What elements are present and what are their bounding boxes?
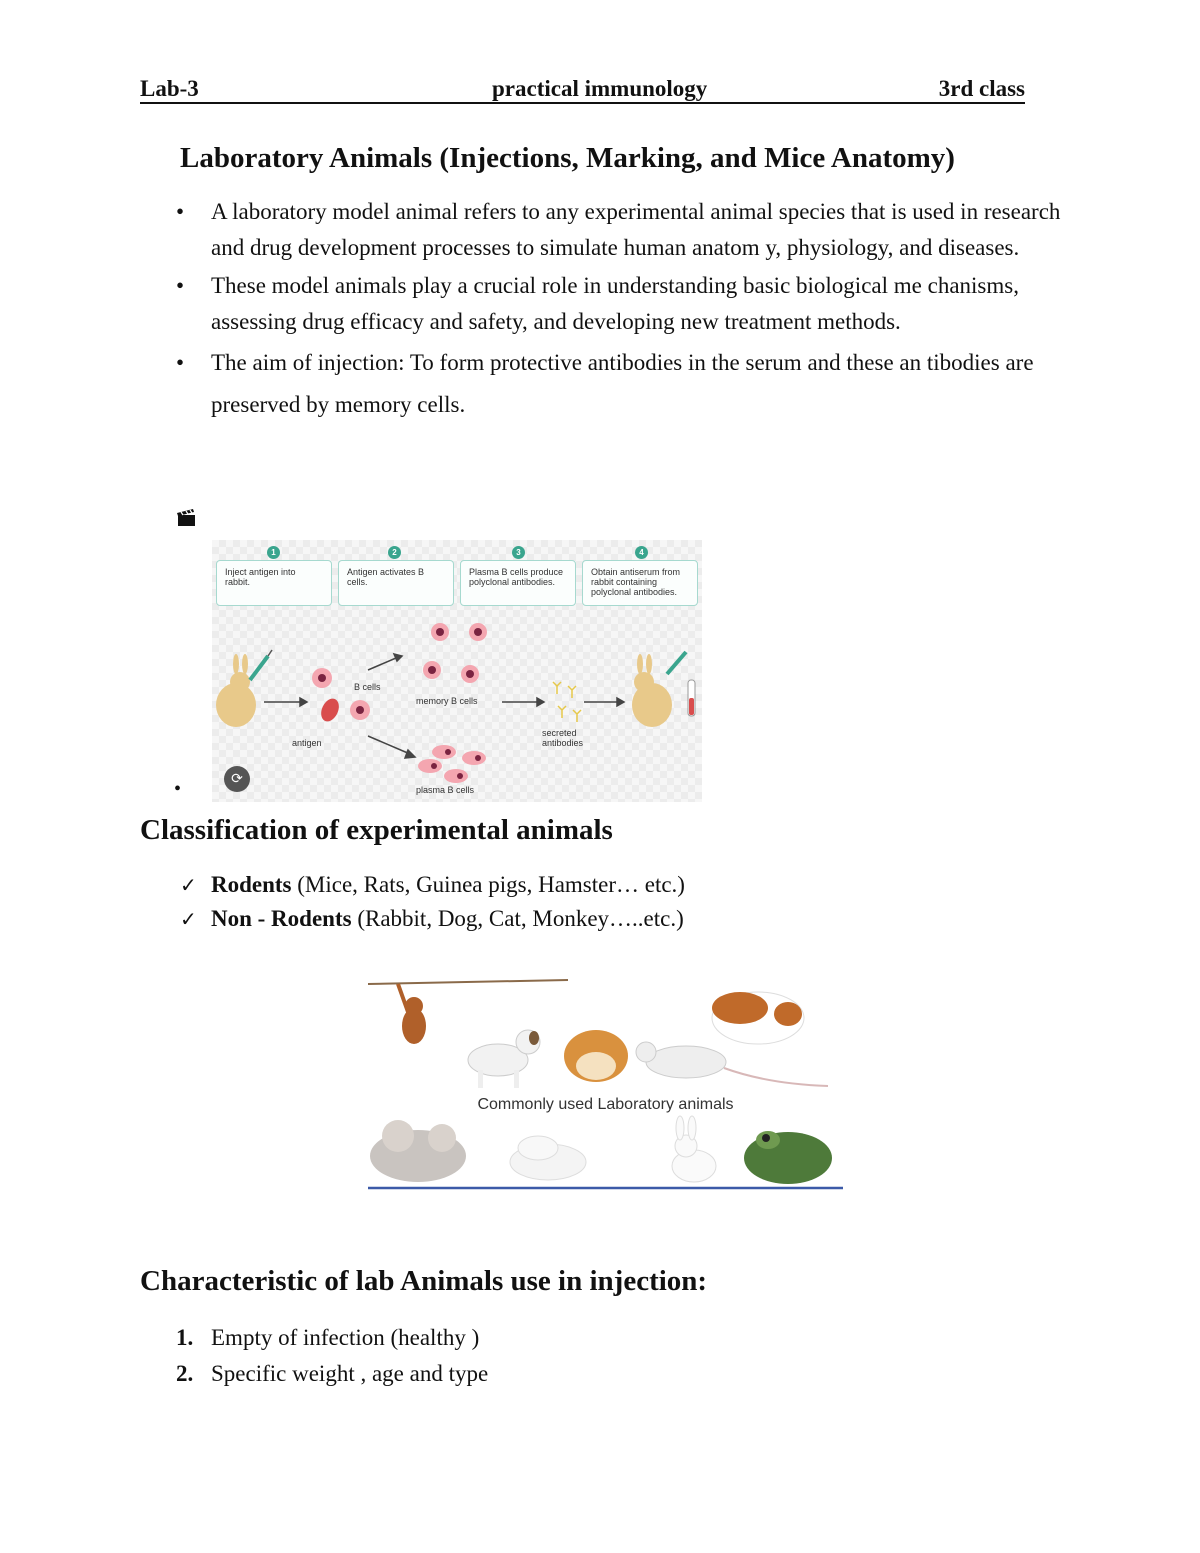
- list-item: [140, 902, 685, 936]
- syringe-icon: [250, 650, 272, 680]
- bullet-icon: •: [176, 273, 185, 298]
- animals-caption: Commonly used Laboratory animals: [477, 1096, 734, 1113]
- step-number: 2: [388, 546, 401, 559]
- diagram-illustration: [212, 540, 702, 802]
- category-name: Non - Rodents: [211, 906, 352, 931]
- bullet-icon: •: [176, 350, 185, 375]
- step-box: Inject antigen into rabbit.: [216, 560, 332, 606]
- frog-icon: [744, 1131, 832, 1184]
- list-item: [140, 1356, 488, 1392]
- label-b-cells: B cells: [354, 682, 381, 692]
- item-number: 1.: [176, 1325, 194, 1350]
- step-box: Obtain antiserum from rabbit containing polyclonal antibodies.: [582, 560, 698, 606]
- bullet-icon: •: [176, 199, 185, 224]
- intro-bullet-list: [140, 194, 1070, 428]
- rabbit-icon: [672, 1116, 716, 1182]
- label-plasma-b-cells: plasma B cells: [416, 785, 475, 795]
- label-memory-b-cells: memory B cells: [416, 696, 478, 706]
- step-box: Plasma B cells produce polyclonal antibodies.: [460, 560, 576, 606]
- rat-icon: [636, 1042, 828, 1086]
- animals-illustration: [368, 978, 843, 1191]
- memory-b-cell-icons: [423, 623, 487, 683]
- rabbit-icon: [632, 654, 672, 727]
- step-number: 1: [267, 546, 280, 559]
- classification-heading: Classification of experimental animals: [140, 814, 613, 846]
- header-class-level: 3rd class: [938, 76, 1025, 101]
- lens-search-icon[interactable]: ⟳: [224, 766, 250, 792]
- classification-list: [140, 868, 685, 936]
- step-number: 4: [635, 546, 648, 559]
- category-examples: (Rabbit, Dog, Cat, Monkey…..etc.): [351, 906, 684, 931]
- category-examples: (Mice, Rats, Guinea pigs, Hamster… etc.): [291, 872, 685, 897]
- label-secreted-antibodies: secreted antibodies: [542, 728, 584, 748]
- polyclonal-antibody-diagram: [212, 540, 702, 802]
- guinea-pig-icon: [712, 992, 804, 1044]
- test-tube-icon: [688, 680, 695, 716]
- header-lab-number: Lab-3: [140, 76, 199, 101]
- characteristics-heading: Characteristic of lab Animals use in injection:: [140, 1265, 708, 1297]
- step-number: 3: [512, 546, 525, 559]
- document-title: Laboratory Animals (Injections, Marking, and Mice Anatomy): [180, 142, 955, 174]
- item-text: Specific weight , age and type: [211, 1361, 489, 1386]
- rabbit-icon: [216, 654, 256, 727]
- lab-animals-image: [368, 978, 843, 1191]
- list-item: [140, 868, 685, 902]
- bullet-text: The aim of injection: To form protective antibodies in the serum and these an tibodies are preserved by memory cells.: [211, 350, 1034, 417]
- plasma-b-cell-icons: [418, 745, 486, 783]
- label-antigen: antigen: [292, 738, 322, 748]
- bullet-icon: •: [174, 778, 182, 800]
- bullet-text: A laboratory model animal refers to any experimental animal species that is used in research and drug development processes to simulate human anatom y, physiology, and diseases.: [211, 199, 1061, 260]
- antibody-icons: [553, 682, 581, 722]
- step-box: Antigen activates B cells.: [338, 560, 454, 606]
- b-cell-icons: [312, 668, 370, 724]
- syringe-icon: [667, 652, 686, 674]
- bullet-text: These model animals play a crucial role in understanding basic biological me chanisms, assessing drug efficacy and safety, and developing new treatment methods.: [211, 273, 1019, 334]
- item-text: Empty of infection (healthy ): [211, 1325, 480, 1350]
- mice-group-icon: [510, 1136, 586, 1180]
- list-item: [140, 342, 1070, 426]
- list-item: [140, 1320, 488, 1356]
- header-course-title: practical immunology: [492, 76, 708, 101]
- category-name: Rodents: [211, 872, 292, 897]
- characteristics-list: [140, 1320, 488, 1392]
- clapperboard-icon: [176, 507, 198, 527]
- hamster-icon: [564, 1030, 628, 1082]
- item-number: 2.: [176, 1361, 194, 1386]
- dog-icon: [468, 1030, 540, 1088]
- rats-group-icon: [370, 1120, 466, 1182]
- list-item: [140, 194, 1070, 266]
- monkey-icon: [398, 984, 426, 1044]
- list-item: [140, 268, 1070, 340]
- checkmark-icon: ✓: [180, 873, 197, 897]
- page-header: [140, 74, 1025, 104]
- checkmark-icon: ✓: [180, 907, 197, 931]
